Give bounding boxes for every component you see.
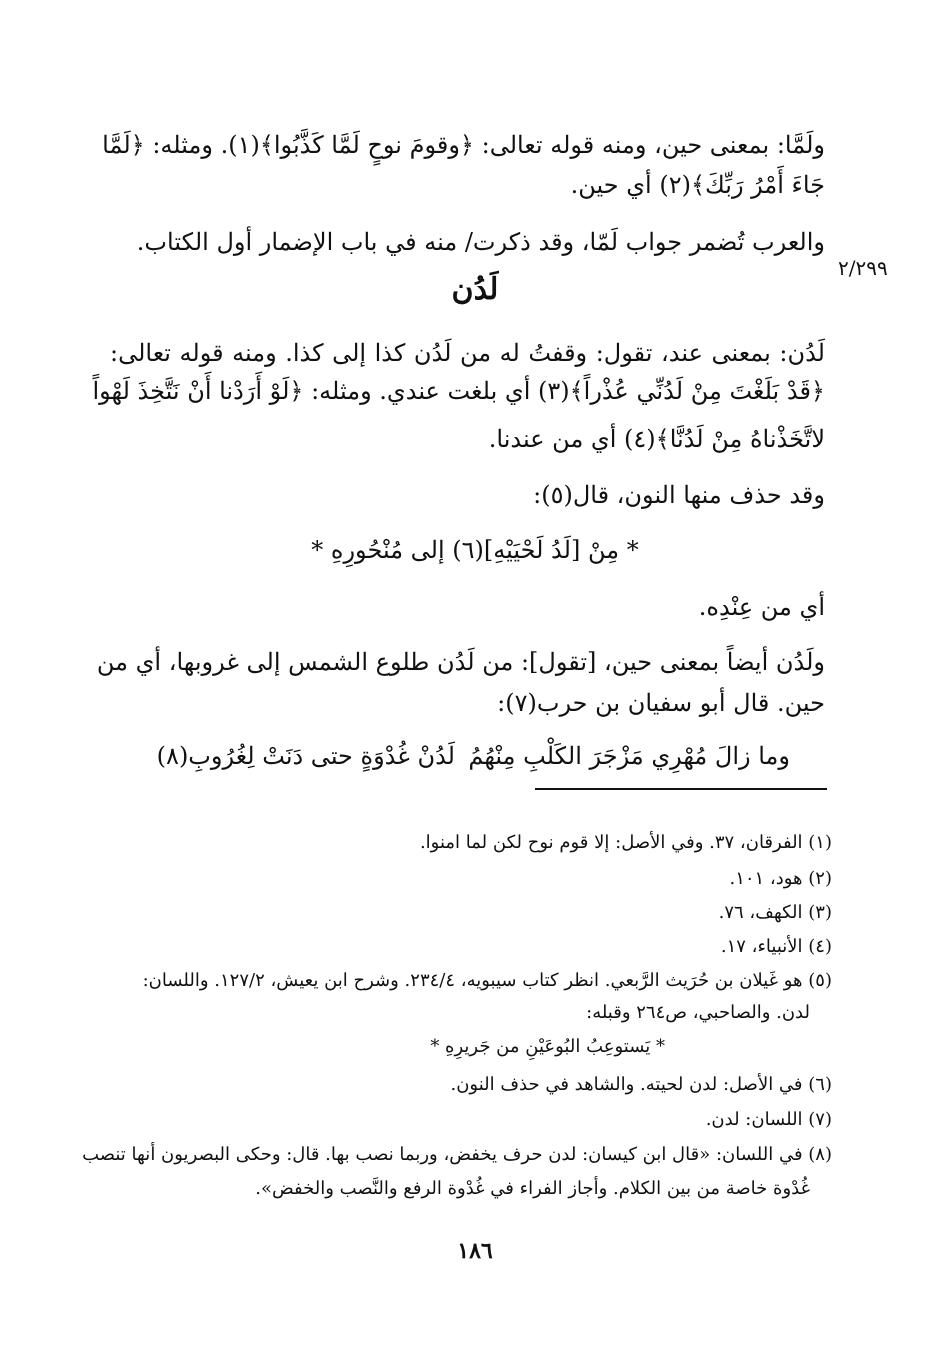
poem-second-hemistich: لَدُنْ غُدْوَةٍ حتى دَنَتْ لِغُرُوبِ(٨) (156, 742, 455, 770)
footnote-7: (٧) اللسان: لدن. (705, 1109, 832, 1130)
paragraph-hadhf-line: وقد حذف منها النون، قال(٥): (533, 481, 825, 509)
paragraph-hin-line-2: حين. قال أبو سفيان بن حرب(٧): (497, 689, 825, 717)
footnote-4: (٤) الأنبياء، ١٧. (720, 936, 832, 957)
paragraph-idmar-line: والعرب تُضمر جواب لَمّا، وقد ذكرت/ منه في باب الإضمار أول الكتاب. (136, 228, 825, 256)
poem-first-hemistich: وما زالَ مُهْرِي مَزْجَرَ الكَلْبِ مِنْهُمُ (468, 742, 790, 770)
paragraph-lamma-line-1: ولَمَّا: بمعنى حين، ومنه قوله تعالى: ﴿وقومَ نوحٍ لَمَّا كَذَّبُوا﴾(١). ومثله: ﴿لَمَّا (102, 131, 825, 159)
footnote-8-line-1: (٨) في اللسان: «قال ابن كيسان: لدن حرف يخفض، وربما نصب بها. قال: وحكى البصريون أنها تنصب (82, 1144, 832, 1165)
margin-page-reference: ٢/٢٩٩ (838, 256, 888, 280)
footnote-5-line-2: لدن. والصاحبي، ص٢٦٤ وقبله: (586, 1002, 810, 1023)
footnote-8-line-2: غُدْوة خاصة من بين الكلام. وأجاز الفراء في غُدْوة الرفع والنَّصب والخفض». (255, 1178, 810, 1199)
paragraph-ladun-line-3: لاتَّخَذْناهُ مِنْ لَدُنَّا﴾(٤) أي من عندنا. (488, 425, 825, 453)
paragraph-ladun-line-1: لَدُن: بمعنى عند، تقول: وقفتُ له من لَدُن كذا إلى كذا. ومنه قوله تعالى: (110, 339, 825, 367)
footnote-5-line-1: (٥) هو غَيلان بن حُرَيث الرَّبعي. انظر كتاب سيبويه، ٢٣٤/٤. وشرح ابن يعيش، ١٢٧/٢. واللسان: (142, 970, 832, 991)
paragraph-ladun-line-2: ﴿قَدْ بَلَغْتَ مِنْ لَدُنِّي عُذْراً﴾(٣) أي بلغت عندي. ومثله: ﴿لَوْ أَرَدْنا أَنْ نَتَّخِذَ لَهْواً (92, 377, 825, 405)
footnote-6: (٦) في الأصل: لدن لحيته. والشاهد في حذف النون. (450, 1074, 832, 1095)
footnote-1: (١) الفرقان، ٣٧. وفي الأصل: إلا قوم نوح لكن لما امنوا. (419, 832, 832, 853)
verse-shahid: * مِنْ [لَدُ لَحْيَيْهِ](٦) إلى مُنْحُورِهِ * (311, 536, 639, 564)
footnote-separator (535, 788, 827, 790)
footnote-5-verse: * يَستوعِبُ البُوعَيْنِ من جَريرِهِ * (430, 1036, 665, 1057)
paragraph-indahu-line: أي من عِنْدِه. (698, 593, 825, 621)
paragraph-lamma-line-2: جَاءَ أَمْرُ رَبِّكَ﴾(٢) أي حين. (570, 171, 825, 199)
page-number: ١٨٦ (457, 1238, 493, 1264)
footnote-2: (٢) هود، ١٠١. (729, 868, 832, 889)
paragraph-hin-line-1: ولَدُن أيضاً بمعنى حين، [تقول]: من لَدُن طلوع الشمس إلى غروبها، أي من (96, 648, 825, 676)
entry-heading: لَدُن (451, 272, 499, 307)
footnote-3: (٣) الكهف، ٧٦. (718, 902, 832, 923)
